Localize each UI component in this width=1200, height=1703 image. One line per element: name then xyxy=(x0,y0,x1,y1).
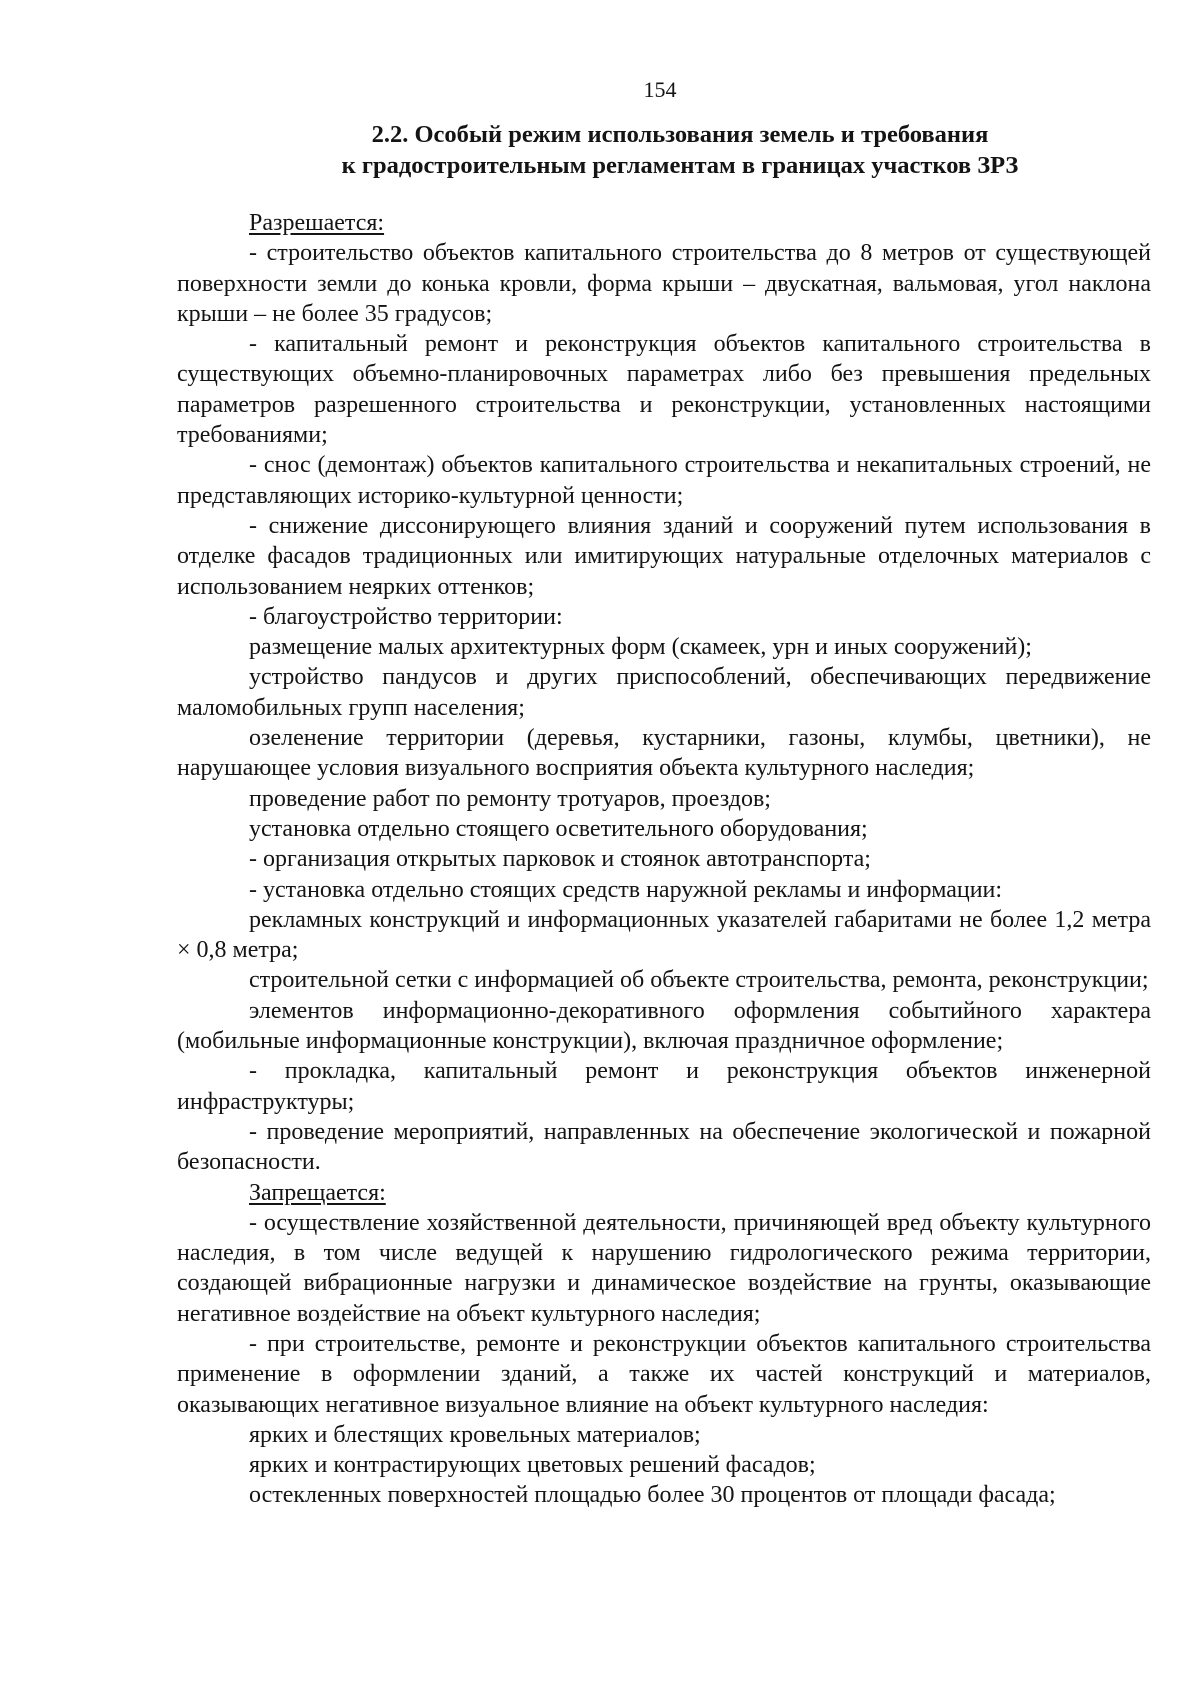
paragraph: устройство пандусов и других приспособлений, обеспечивающих передвижение маломобильных групп населения; xyxy=(177,664,1151,721)
paragraph: - проведение мероприятий, направленных на обеспечение экологической и пожарной безопасности. xyxy=(177,1118,1151,1176)
paragraph: ярких и блестящих кровельных материалов; xyxy=(249,1421,701,1448)
paragraph: озеленение территории (деревья, кустарники, газоны, клумбы, цветники), не нарушающее условия визуального восприятия объекта культурного наследия; xyxy=(177,725,1151,782)
paragraph: - организация открытых парковок и стоянок автотранспорта; xyxy=(249,846,871,873)
paragraph: элементов информационно-декоративного оформления событийного характера (мобильные информационные конструкции), включая праздничное оформление; xyxy=(177,997,1151,1055)
paragraph: проведение работ по ремонту тротуаров, проездов; xyxy=(249,785,771,812)
paragraph: - прокладка, капитальный ремонт и реконструкция объектов инженерной инфраструктуры; xyxy=(177,1058,1151,1115)
page-number: 154 xyxy=(643,77,677,102)
paragraph: размещение малых архитектурных форм (скамеек, урн и иных сооружений); xyxy=(249,634,1032,661)
paragraph: строительной сетки с информацией об объекте строительства, ремонта, реконструкции; xyxy=(249,967,1149,994)
paragraph: ярких и контрастирующих цветовых решений фасадов; xyxy=(249,1452,816,1479)
paragraph: - снос (демонтаж) объектов капитального строительства и некапитальных строений, не представляющих историко-культурной ценности; xyxy=(177,452,1151,509)
paragraph: остекленных поверхностей площадью более 30 процентов от площади фасада; xyxy=(249,1482,1056,1509)
paragraph: - благоустройство территории: xyxy=(249,603,563,630)
paragraph: - при строительстве, ремонте и реконструкции объектов капитального строительства применение в оформлении зданий, а также их частей конструкций и материалов, оказывающих негативное визуальное влияние на объект культурного наследия: xyxy=(177,1330,1151,1418)
section-title-line-1: 2.2. Особый режим использования земель и требования xyxy=(371,121,989,148)
paragraph: - строительство объектов капитального строительства до 8 метров от существующей поверхности земли до конька кровли, форма крыши – двускатная, вальмовая, угол наклона крыши – не более 35 градусов; xyxy=(177,240,1151,327)
paragraph: установка отдельно стоящего осветительного оборудования; xyxy=(249,815,868,842)
paragraph: - капитальный ремонт и реконструкция объектов капитального строительства в существующих объемно-планировочных параметрах либо без превышения предельных параметров разрешенного строительства и реконструкции, установленных настоящими требованиями; xyxy=(177,331,1151,449)
paragraph: - осуществление хозяйственной деятельности, причиняющей вред объекту культурного наследия, в том числе ведущей к нарушению гидрологического режима территории, создающей вибрационные нагрузки и динамическое воздействие на грунты, оказывающие негативное воздействие на объект культурного наследия; xyxy=(177,1209,1151,1327)
heading-prohibited: Запрещается: xyxy=(249,1179,386,1206)
paragraph: - установка отдельно стоящих средств наружной рекламы и информации: xyxy=(249,876,1003,903)
document-body xyxy=(177,208,1151,1511)
section-title xyxy=(300,119,1060,181)
paragraph: рекламных конструкций и информационных указателей габаритами не более 1,2 метра × 0,8 метра; xyxy=(177,906,1151,964)
paragraph: - снижение диссонирующего влияния зданий и сооружений путем использования в отделке фасадов традиционных или имитирующих натуральные отделочных материалов с использованием неярких оттенков; xyxy=(177,512,1151,600)
section-title-line-2: к градостроительным регламентам в границах участков ЗРЗ xyxy=(341,152,1019,179)
heading-allowed: Разрешается: xyxy=(249,210,385,236)
